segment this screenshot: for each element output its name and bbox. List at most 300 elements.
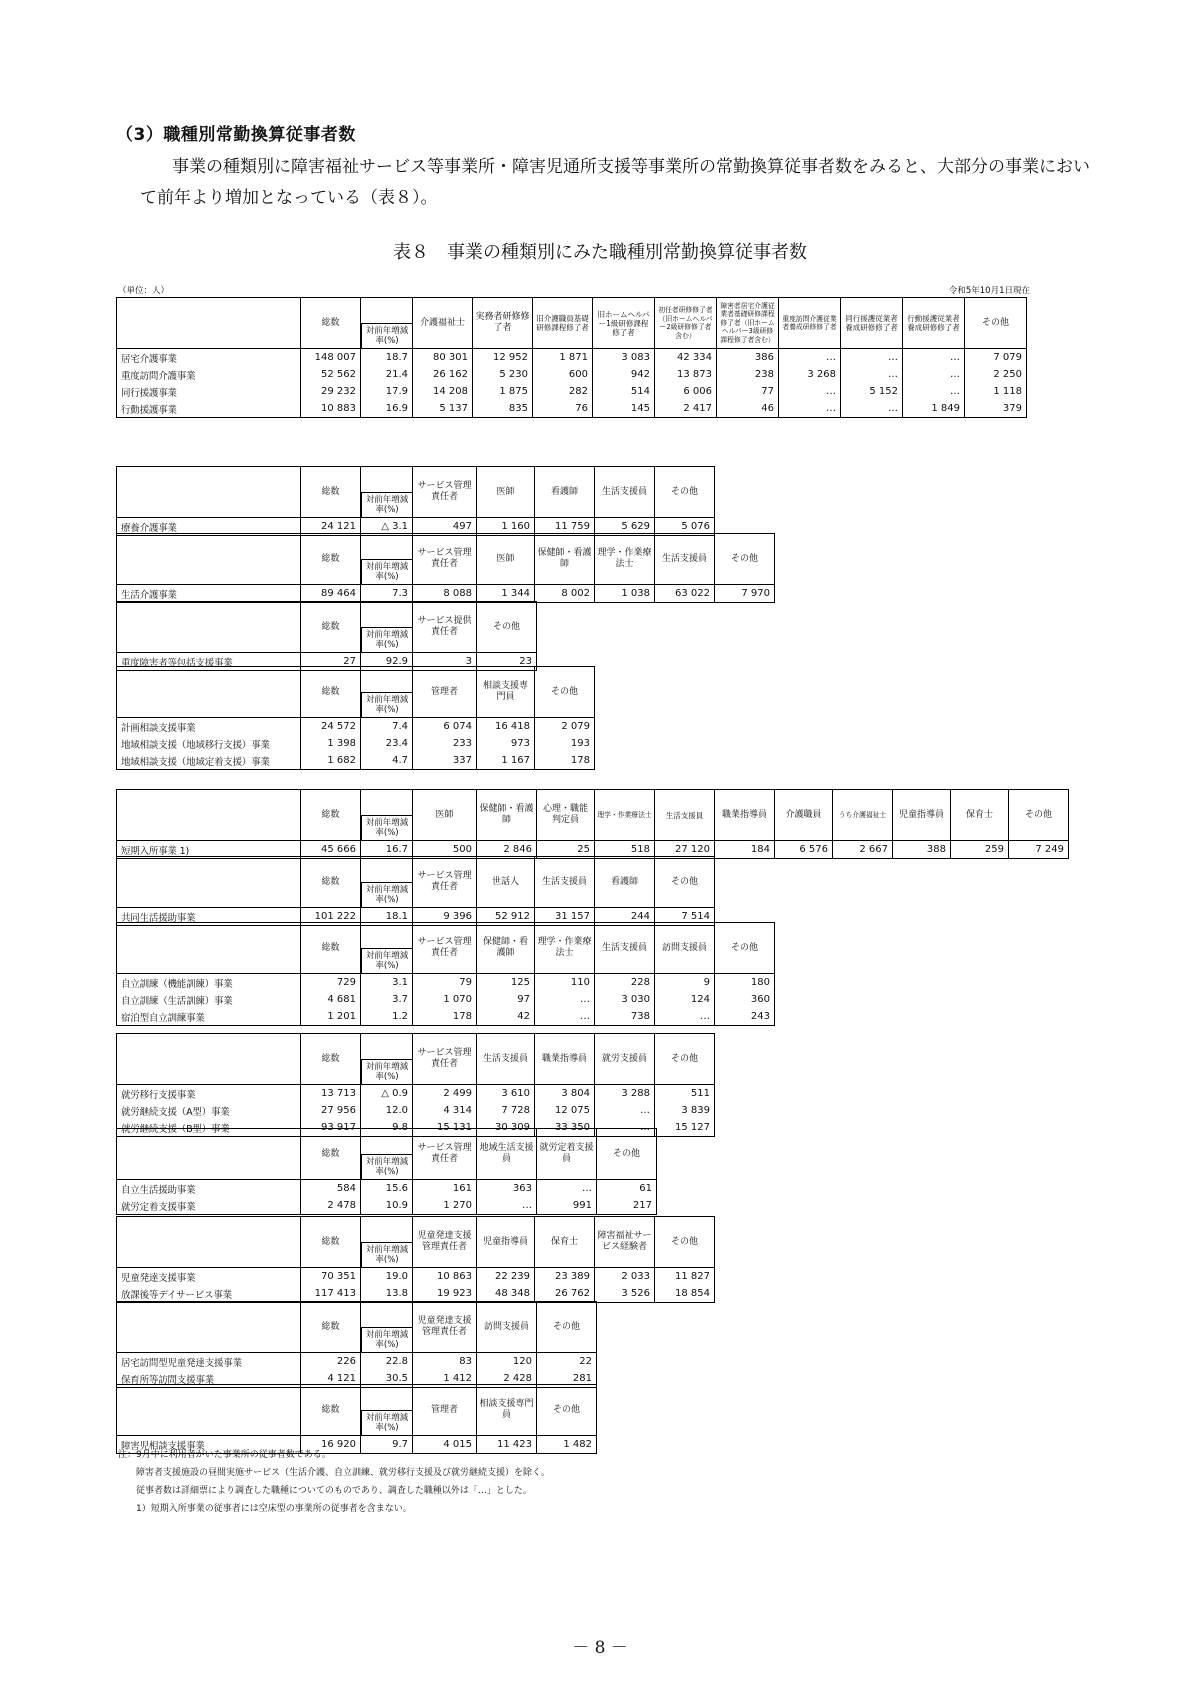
table-cell: 27 120 xyxy=(655,841,715,859)
unit-label: （単位：人） xyxy=(118,286,170,296)
table-cell: 3 030 xyxy=(595,991,655,1008)
yoy-label: 対前年増減率(%) xyxy=(361,948,412,973)
note-line: 障害者支援施設の昼間実施サービス（生活介護、自立訓練、就労移行支援及び就労継続支援）を除く。 xyxy=(118,1468,550,1478)
header-blank-cell xyxy=(117,602,301,653)
column-header: その他 xyxy=(655,467,715,518)
column-header: 就労支援員 xyxy=(595,1034,655,1085)
column-header: 総数 xyxy=(301,790,361,841)
header-blank-cell xyxy=(117,923,301,974)
column-header: 管理者 xyxy=(413,1385,477,1436)
column-header: サービス管理責任者 xyxy=(413,467,477,518)
table-cell: 12 075 xyxy=(535,1102,595,1119)
table-cell: … xyxy=(595,1119,655,1137)
column-header: 相談支援専門員 xyxy=(477,1385,537,1436)
column-header-yoy xyxy=(361,534,413,585)
column-header: 訪問支援員 xyxy=(655,923,715,974)
table-cell: 79 xyxy=(413,974,477,992)
row-label: 就労移行支援事業 xyxy=(117,1085,301,1103)
table-cell: 1 118 xyxy=(965,383,1027,400)
table-row xyxy=(117,1197,657,1215)
yoy-label: 対前年増減率(%) xyxy=(361,1154,412,1179)
table-cell: 738 xyxy=(595,1008,655,1026)
table-cell: 12 952 xyxy=(473,349,533,367)
table-cell: 7 249 xyxy=(1009,841,1069,859)
table-cell: 1 167 xyxy=(477,752,535,770)
column-header: 総数 xyxy=(301,1129,361,1180)
table-cell: 973 xyxy=(477,735,535,752)
table-cell: 1 070 xyxy=(413,991,477,1008)
header-blank-cell xyxy=(117,467,301,518)
table-cell: 337 xyxy=(413,752,477,770)
column-header: サービス管理責任者 xyxy=(413,923,477,974)
table-cell: 4.7 xyxy=(361,752,413,770)
table-cell: 70 351 xyxy=(301,1268,361,1286)
table-cell: … xyxy=(535,1008,595,1026)
table-cell: △ 0.9 xyxy=(361,1085,413,1103)
table-cell: 26 762 xyxy=(535,1285,595,1303)
row-label: 短期入所事業 1) xyxy=(117,841,301,859)
data-table xyxy=(116,1216,715,1303)
row-label: 児童発達支援事業 xyxy=(117,1268,301,1286)
table-cell: 52 562 xyxy=(301,366,361,383)
table-cell: 6 576 xyxy=(775,841,833,859)
row-label: 療養介護事業 xyxy=(117,518,301,536)
table-cell: 93 917 xyxy=(301,1119,361,1137)
table-row xyxy=(117,1285,715,1303)
column-header: サービス管理責任者 xyxy=(413,534,477,585)
row-label: 自立訓練（生活訓練）事業 xyxy=(117,991,301,1008)
table-cell: 46 xyxy=(717,400,779,418)
table-cell: 363 xyxy=(477,1180,537,1198)
row-label: 居宅介護事業 xyxy=(117,349,301,367)
table-cell: … xyxy=(477,1197,537,1215)
header-blank-cell xyxy=(117,1217,301,1268)
table-cell: 76 xyxy=(533,400,593,418)
yoy-label: 対前年増減率(%) xyxy=(361,1327,412,1352)
column-header: 理学・作業療法士 xyxy=(595,534,655,585)
table-cell: 1 344 xyxy=(477,585,535,603)
header-blank-cell xyxy=(117,790,301,841)
data-table xyxy=(116,1033,715,1137)
row-label: 障害児相談支援事業 xyxy=(117,1436,301,1454)
table-cell: 16 418 xyxy=(477,718,535,736)
row-label: 就労継続支援（A型）事業 xyxy=(117,1102,301,1119)
table-cell: 110 xyxy=(535,974,595,992)
column-header: 総数 xyxy=(301,1385,361,1436)
table-cell: 31 157 xyxy=(535,908,595,926)
column-header: 生活支援員 xyxy=(535,857,595,908)
table-cell: … xyxy=(537,1180,597,1198)
table-cell: 13 873 xyxy=(655,366,717,383)
yoy-label: 対前年増減率(%) xyxy=(361,1410,412,1435)
table-cell: 27 xyxy=(301,653,361,671)
table-row xyxy=(117,1268,715,1286)
column-header: その他 xyxy=(655,1217,715,1268)
note-line: 従事者数は詳細票により調査した職種についてのものであり、調査した職種以外は「…」とした。 xyxy=(118,1486,532,1496)
table-cell: 18.1 xyxy=(361,908,413,926)
yoy-label: 対前年増減率(%) xyxy=(361,323,412,348)
table-cell: 3.7 xyxy=(361,991,413,1008)
header-blank-cell xyxy=(117,298,301,349)
table-cell: 18 854 xyxy=(655,1285,715,1303)
table-cell: 45 666 xyxy=(301,841,361,859)
intro-paragraph: 事業の種類別に障害福祉サービス等事業所・障害児通所支援等事業所の常勤換算従事者数をみると、大部分の事業において前年より増加となっている（表８）。 xyxy=(140,157,1090,208)
table-cell: 226 xyxy=(301,1353,361,1371)
table-cell: … xyxy=(903,349,965,367)
data-table xyxy=(116,297,1027,418)
column-header: 総数 xyxy=(301,857,361,908)
table-cell: … xyxy=(655,1008,715,1026)
table-row xyxy=(117,735,595,752)
data-table xyxy=(116,922,775,1026)
row-label: 重度障害者等包括支援事業 xyxy=(117,653,301,671)
table-cell: 379 xyxy=(965,400,1027,418)
table-cell: 3 xyxy=(413,653,477,671)
column-header: その他 xyxy=(715,534,775,585)
table-cell: 3 268 xyxy=(779,366,841,383)
table-cell: 1 875 xyxy=(473,383,533,400)
table-cell: 193 xyxy=(535,735,595,752)
header-blank-cell xyxy=(117,1129,301,1180)
row-label: 同行援護事業 xyxy=(117,383,301,400)
table-cell: 3 083 xyxy=(593,349,655,367)
table-cell: 10 883 xyxy=(301,400,361,418)
table-cell: 1 160 xyxy=(477,518,535,536)
data-table xyxy=(116,1128,657,1215)
column-header: 保育士 xyxy=(535,1217,595,1268)
table-cell: 9 xyxy=(655,974,715,992)
column-header: その他 xyxy=(965,298,1027,349)
table-cell: 3.1 xyxy=(361,974,413,992)
column-header-yoy xyxy=(361,298,413,349)
yoy-label: 対前年増減率(%) xyxy=(361,492,412,517)
row-label: 自立訓練（機能訓練）事業 xyxy=(117,974,301,992)
table-row xyxy=(117,1008,775,1026)
column-header-yoy xyxy=(361,1217,413,1268)
table-cell: 21.4 xyxy=(361,366,413,383)
row-label: 地域相談支援（地域移行支援）事業 xyxy=(117,735,301,752)
column-header-yoy xyxy=(361,1034,413,1085)
table-cell: 991 xyxy=(537,1197,597,1215)
table-cell: 4 681 xyxy=(301,991,361,1008)
table-cell: 360 xyxy=(715,991,775,1008)
table-cell: 48 348 xyxy=(477,1285,535,1303)
yoy-label: 対前年増減率(%) xyxy=(361,882,412,907)
table-cell: 11 423 xyxy=(477,1436,537,1454)
table-cell: 13 713 xyxy=(301,1085,361,1103)
table-cell: 282 xyxy=(533,383,593,400)
table-cell: 7.3 xyxy=(361,585,413,603)
data-table xyxy=(116,533,775,603)
table-cell: 244 xyxy=(595,908,655,926)
row-label: 計画相談支援事業 xyxy=(117,718,301,736)
column-header: 障害者居宅介護従業者基礎研修課程修了者（旧ホームヘルパー3級研修課程修了者含む） xyxy=(717,298,779,349)
column-header: その他 xyxy=(655,1034,715,1085)
column-header: 訪問支援員 xyxy=(477,1302,537,1353)
column-header: 初任者研修修了者（旧ホームヘルパー2級研修修了者含む） xyxy=(655,298,717,349)
table-row xyxy=(117,752,595,770)
table-cell: 148 007 xyxy=(301,349,361,367)
header-blank-cell xyxy=(117,1302,301,1353)
table-cell: 1 682 xyxy=(301,752,361,770)
table-cell: 7 514 xyxy=(655,908,715,926)
column-header: その他 xyxy=(477,602,537,653)
data-table xyxy=(116,789,1069,859)
table-cell: 42 xyxy=(477,1008,535,1026)
table-cell: 80 301 xyxy=(413,349,473,367)
table-row xyxy=(117,585,775,603)
column-header: 総数 xyxy=(301,534,361,585)
column-header-yoy xyxy=(361,857,413,908)
row-label: 放課後等デイサービス事業 xyxy=(117,1285,301,1303)
column-header: 世話人 xyxy=(477,857,535,908)
table-cell: 25 xyxy=(537,841,595,859)
table-cell: 22 xyxy=(537,1353,597,1371)
column-header: 理学・作業療法士 xyxy=(535,923,595,974)
table-cell: 1 871 xyxy=(533,349,593,367)
table-cell: 6 006 xyxy=(655,383,717,400)
column-header: 看護師 xyxy=(535,467,595,518)
column-header: 障害福祉サービス経験者 xyxy=(595,1217,655,1268)
column-header-yoy xyxy=(361,1385,413,1436)
table-cell: … xyxy=(903,383,965,400)
column-header: 地域生活支援員 xyxy=(477,1129,537,1180)
table-cell: 8 002 xyxy=(535,585,595,603)
section-heading: （3）職種別常勤換算従事者数 xyxy=(116,125,356,145)
table-cell: 22 239 xyxy=(477,1268,535,1286)
column-header-yoy xyxy=(361,467,413,518)
table-cell: 8 088 xyxy=(413,585,477,603)
table-cell: 124 xyxy=(655,991,715,1008)
column-header: 医師 xyxy=(477,467,535,518)
table-cell: 120 xyxy=(477,1353,537,1371)
column-header: サービス管理責任者 xyxy=(413,1034,477,1085)
row-label: 保育所等訪問支援事業 xyxy=(117,1370,301,1388)
table-row xyxy=(117,718,595,736)
table-cell: 1 482 xyxy=(537,1436,597,1454)
header-blank-cell xyxy=(117,534,301,585)
table-cell: 3 288 xyxy=(595,1085,655,1103)
column-header: その他 xyxy=(655,857,715,908)
table-cell: 7 079 xyxy=(965,349,1027,367)
table-cell: 518 xyxy=(595,841,655,859)
table-cell: 42 334 xyxy=(655,349,717,367)
table-cell: 9 396 xyxy=(413,908,477,926)
table-cell: 23 389 xyxy=(535,1268,595,1286)
column-header: 生活支援員 xyxy=(595,923,655,974)
table-cell: 14 208 xyxy=(413,383,473,400)
table-cell: 180 xyxy=(715,974,775,992)
column-header: 生活支援員 xyxy=(477,1034,535,1085)
row-label: 行動援護事業 xyxy=(117,400,301,418)
column-header: 職業指導員 xyxy=(715,790,775,841)
data-table xyxy=(116,601,537,671)
table-cell: 63 022 xyxy=(655,585,715,603)
table-cell: 584 xyxy=(301,1180,361,1198)
table-cell: 1 201 xyxy=(301,1008,361,1026)
table-cell: △ 3.1 xyxy=(361,518,413,536)
table-cell: 11 827 xyxy=(655,1268,715,1286)
column-header-yoy xyxy=(361,602,413,653)
table-cell: 5 137 xyxy=(413,400,473,418)
column-header: 介護福祉士 xyxy=(413,298,473,349)
column-header: 同行援護従業者養成研修修了者 xyxy=(841,298,903,349)
column-header: 行動援護従業者養成研修修了者 xyxy=(903,298,965,349)
table-cell: … xyxy=(779,400,841,418)
header-blank-cell xyxy=(117,1385,301,1436)
table-cell: 16 920 xyxy=(301,1436,361,1454)
header-blank-cell xyxy=(117,857,301,908)
table-cell: 16.9 xyxy=(361,400,413,418)
table-cell: 729 xyxy=(301,974,361,992)
table-cell: 184 xyxy=(715,841,775,859)
table-cell: 7 728 xyxy=(477,1102,535,1119)
column-header: サービス提供責任者 xyxy=(413,602,477,653)
table-cell: 92.9 xyxy=(361,653,413,671)
column-header: 相談支援専門員 xyxy=(477,667,535,718)
data-table xyxy=(116,466,715,536)
column-header: 生活支援員 xyxy=(655,790,715,841)
yoy-label: 対前年増減率(%) xyxy=(361,627,412,652)
column-header: 総数 xyxy=(301,1034,361,1085)
column-header: その他 xyxy=(715,923,775,974)
column-header: 総数 xyxy=(301,667,361,718)
column-header: 重度訪問介護従業者養成研修修了者 xyxy=(779,298,841,349)
column-header-yoy xyxy=(361,667,413,718)
table-cell: 77 xyxy=(717,383,779,400)
row-label: 重度訪問介護事業 xyxy=(117,366,301,383)
table-cell: 281 xyxy=(537,1370,597,1388)
row-label: 共同生活援助事業 xyxy=(117,908,301,926)
table-cell: 15 127 xyxy=(655,1119,715,1137)
column-header: 総数 xyxy=(301,602,361,653)
column-header-yoy xyxy=(361,1302,413,1353)
table-cell: 145 xyxy=(593,400,655,418)
table-cell: 2 250 xyxy=(965,366,1027,383)
table-row xyxy=(117,1353,597,1371)
table-cell: 386 xyxy=(717,349,779,367)
column-header: サービス管理責任者 xyxy=(413,857,477,908)
column-header: うち介護福祉士 xyxy=(833,790,893,841)
column-header: 児童指導員 xyxy=(477,1217,535,1268)
table-cell: 22.8 xyxy=(361,1353,413,1371)
yoy-label: 対前年増減率(%) xyxy=(361,692,412,717)
row-label: 居宅訪問型児童発達支援事業 xyxy=(117,1353,301,1371)
table-cell: 5 152 xyxy=(841,383,903,400)
column-header: 管理者 xyxy=(413,667,477,718)
table-cell: 9.7 xyxy=(361,1436,413,1454)
table-cell: 259 xyxy=(951,841,1009,859)
table-cell: 1.2 xyxy=(361,1008,413,1026)
column-header: 総数 xyxy=(301,467,361,518)
data-table xyxy=(116,1384,597,1454)
table-cell: 243 xyxy=(715,1008,775,1026)
table-cell: 238 xyxy=(717,366,779,383)
column-header: 旧ホームヘルパー1級研修課程修了者 xyxy=(593,298,655,349)
table-cell: 3 526 xyxy=(595,1285,655,1303)
table-cell: 12.0 xyxy=(361,1102,413,1119)
column-header: 総数 xyxy=(301,298,361,349)
column-header: 理学・作業療法士 xyxy=(595,790,655,841)
column-header: 心理・職能判定員 xyxy=(537,790,595,841)
table-cell: 511 xyxy=(655,1085,715,1103)
table-cell: 1 849 xyxy=(903,400,965,418)
row-label: 就労定着支援事業 xyxy=(117,1197,301,1215)
table-cell: 600 xyxy=(533,366,593,383)
table-row xyxy=(117,974,775,992)
data-table xyxy=(116,856,715,926)
row-label: 生活介護事業 xyxy=(117,585,301,603)
table-cell: 233 xyxy=(413,735,477,752)
column-header: 保健師・看護師 xyxy=(535,534,595,585)
table-row xyxy=(117,383,1027,400)
table-cell: 835 xyxy=(473,400,533,418)
column-header: 生活支援員 xyxy=(655,534,715,585)
column-header-yoy xyxy=(361,923,413,974)
table-row xyxy=(117,1085,715,1103)
table-cell: 26 162 xyxy=(413,366,473,383)
table-cell: 125 xyxy=(477,974,535,992)
data-table xyxy=(116,666,595,770)
table-cell: 11 759 xyxy=(535,518,595,536)
table-cell: 16.7 xyxy=(361,841,413,859)
table-cell: 27 956 xyxy=(301,1102,361,1119)
table-cell: … xyxy=(841,400,903,418)
table-cell: 117 413 xyxy=(301,1285,361,1303)
notes-block xyxy=(118,1446,550,1518)
table-cell: 5 629 xyxy=(595,518,655,536)
table-cell: 89 464 xyxy=(301,585,361,603)
table-cell: 1 398 xyxy=(301,735,361,752)
table-row xyxy=(117,349,1027,367)
table-cell: 161 xyxy=(413,1180,477,1198)
column-header: 児童発達支援管理責任者 xyxy=(413,1302,477,1353)
yoy-label: 対前年増減率(%) xyxy=(361,559,412,584)
table-cell: 15 131 xyxy=(413,1119,477,1137)
row-label: 自立生活援助事業 xyxy=(117,1180,301,1198)
table-cell: … xyxy=(779,349,841,367)
table-cell: 2 667 xyxy=(833,841,893,859)
table-cell: … xyxy=(595,1102,655,1119)
table-row xyxy=(117,991,775,1008)
column-header: 実務者研修修了者 xyxy=(473,298,533,349)
table-cell: 83 xyxy=(413,1353,477,1371)
table-cell: 33 350 xyxy=(535,1119,595,1137)
column-header: 保育士 xyxy=(951,790,1009,841)
column-header: その他 xyxy=(537,1385,597,1436)
table-cell: 23 xyxy=(477,653,537,671)
column-header: 職業指導員 xyxy=(535,1034,595,1085)
table-cell: 9.8 xyxy=(361,1119,413,1137)
page-number: － 8 － xyxy=(572,1638,628,1658)
table-caption: 表８ 事業の種類別にみた職種別常勤換算従事者数 xyxy=(393,242,807,263)
table-cell: … xyxy=(841,366,903,383)
table-cell: 29 232 xyxy=(301,383,361,400)
table-cell: 52 912 xyxy=(477,908,535,926)
column-header: 総数 xyxy=(301,923,361,974)
column-header: その他 xyxy=(1009,790,1069,841)
table-cell: 24 572 xyxy=(301,718,361,736)
table-cell: 18.7 xyxy=(361,349,413,367)
column-header: 生活支援員 xyxy=(595,467,655,518)
table-cell: 942 xyxy=(593,366,655,383)
table-cell: 13.8 xyxy=(361,1285,413,1303)
table-cell: 1 412 xyxy=(413,1370,477,1388)
table-cell: 217 xyxy=(597,1197,657,1215)
yoy-label: 対前年増減率(%) xyxy=(361,1242,412,1267)
table-cell: 2 846 xyxy=(477,841,537,859)
column-header: 看護師 xyxy=(595,857,655,908)
